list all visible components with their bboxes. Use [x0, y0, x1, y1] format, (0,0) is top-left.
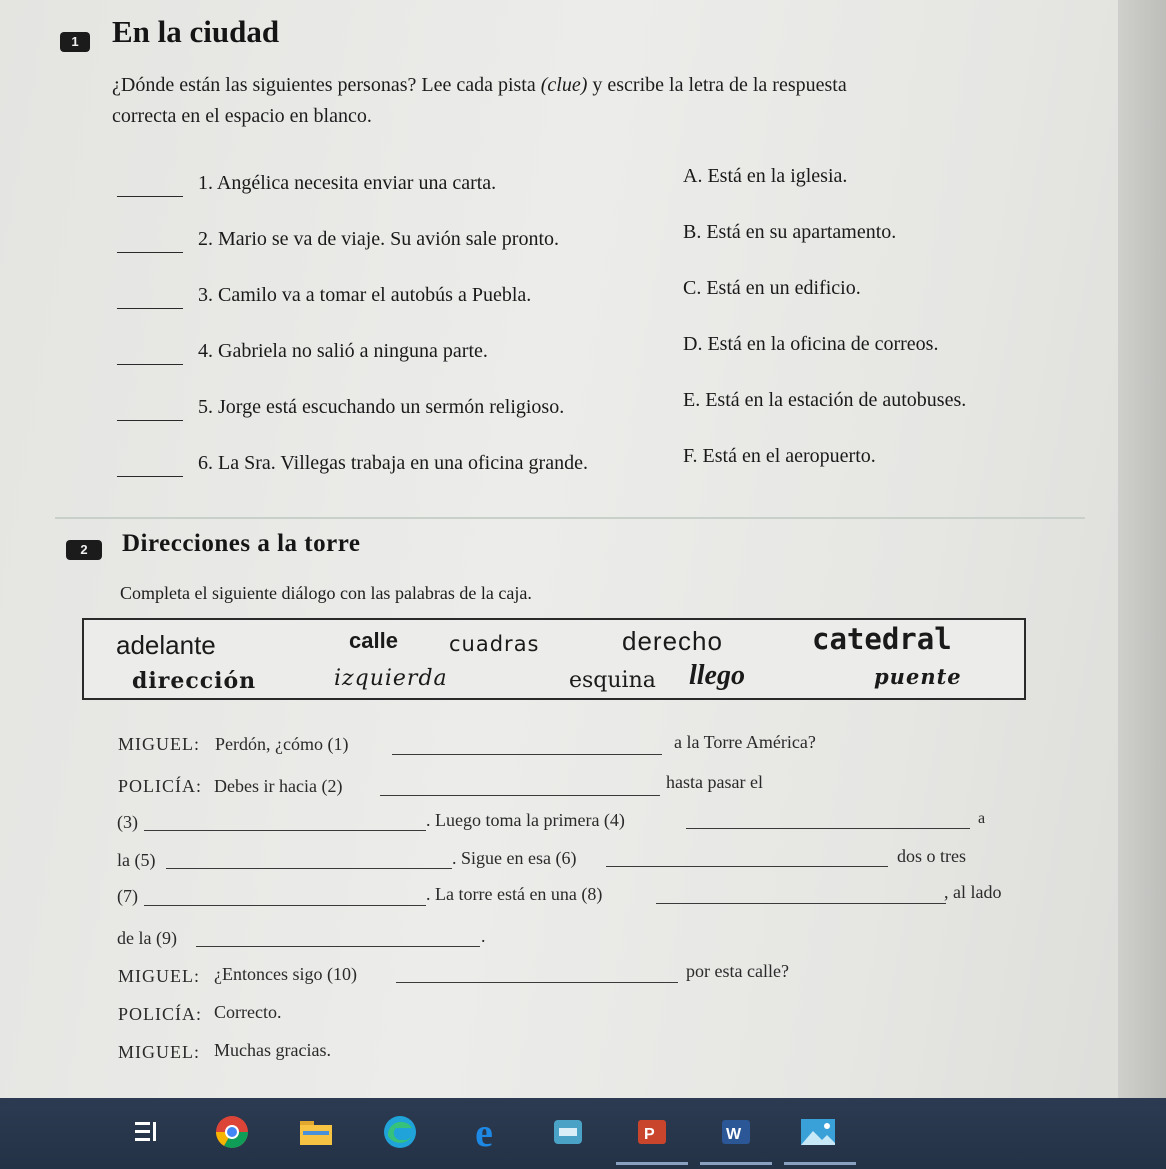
- edge-icon[interactable]: [382, 1114, 418, 1150]
- dialogue-line-3c: a: [978, 810, 986, 827]
- section-2-number: 2: [66, 540, 102, 560]
- instructions-part-b: y escribe la letra de la respuesta: [587, 74, 847, 96]
- dialogue-line-7b: por esta calle?: [686, 961, 789, 981]
- dialogue-line-5a: (7): [117, 886, 138, 906]
- dialogue-line-3b: . Luego toma la primera (4): [426, 810, 625, 830]
- answer-d: D. Está en la oficina de correos.: [683, 333, 939, 355]
- word-llego: llego: [689, 660, 745, 691]
- answer-c: C. Está en un edificio.: [683, 277, 861, 299]
- answer-a: A. Está en la iglesia.: [683, 165, 848, 187]
- answer-blank-3[interactable]: [117, 308, 183, 309]
- powerpoint-letter: P: [644, 1126, 655, 1143]
- blank-3[interactable]: [144, 830, 426, 831]
- blank-7[interactable]: [144, 905, 426, 906]
- dialogue-line-5b: . La torre está en una (8): [426, 884, 603, 904]
- section-2-instructions: Completa el siguiente diálogo con las palabras de la caja.: [120, 583, 532, 603]
- dialogue-line-4b: . Sigue en esa (6): [452, 848, 577, 868]
- word-cuadras: cuadras: [449, 632, 540, 656]
- photos-icon[interactable]: [800, 1114, 836, 1150]
- windows-taskbar: [0, 1098, 1166, 1169]
- item-2: 2. Mario se va de viaje. Su avión sale pronto.: [198, 228, 560, 250]
- section-1-instructions: [112, 70, 847, 132]
- item-3: 3. Camilo va a tomar el autobús a Puebla.: [198, 284, 532, 306]
- instructions-part-c: correcta en el espacio en blanco.: [112, 105, 372, 127]
- task-view-icon[interactable]: [128, 1114, 164, 1150]
- active-indicator-powerpoint: [616, 1162, 688, 1165]
- blank-1[interactable]: [392, 754, 662, 755]
- word-derecho: derecho: [622, 626, 723, 656]
- speaker-policia: POLICÍA:: [118, 776, 202, 796]
- dialogue-line-4a: la (5): [117, 850, 156, 870]
- word-puente: puente: [874, 664, 962, 689]
- item-5: 5. Jorge está escuchando un sermón religioso.: [198, 396, 565, 418]
- dialogue-line-8: Correcto.: [214, 1002, 282, 1022]
- active-indicator-word: [700, 1162, 772, 1165]
- dialogue-line-1a: Perdón, ¿cómo (1): [215, 734, 349, 754]
- dialogue-line-4c: dos o tres: [897, 846, 966, 866]
- item-4: 4. Gabriela no salió a ninguna parte.: [198, 340, 488, 362]
- section-1-title: En la ciudad: [112, 14, 280, 49]
- dialogue-line-9: Muchas gracias.: [214, 1040, 331, 1060]
- dialogue-line-2b: hasta pasar el: [666, 772, 763, 792]
- answer-e: E. Está en la estación de autobuses.: [683, 389, 967, 411]
- answer-blank-5[interactable]: [117, 420, 183, 421]
- item-1: 1. Angélica necesita enviar una carta.: [198, 172, 497, 194]
- answer-f: F. Está en el aeropuerto.: [683, 445, 876, 467]
- dialogue-line-6a: de la (9): [117, 928, 177, 948]
- dialogue-line-7a: ¿Entonces sigo (10): [214, 964, 357, 984]
- word-calle: calle: [349, 628, 398, 653]
- blank-5[interactable]: [166, 868, 452, 869]
- speaker-miguel-2: MIGUEL:: [118, 966, 200, 986]
- section-1-number: 1: [60, 32, 90, 52]
- word-izquierda: izquierda: [334, 666, 448, 691]
- word-bank-box: [82, 618, 1026, 700]
- blank-10[interactable]: [396, 982, 678, 983]
- dialogue-line-1b: a la Torre América?: [674, 732, 816, 752]
- answer-blank-4[interactable]: [117, 364, 183, 365]
- active-indicator-photos: [784, 1162, 856, 1165]
- word-adelante: adelante: [116, 630, 216, 660]
- blank-4[interactable]: [686, 828, 970, 829]
- blank-2[interactable]: [380, 795, 660, 796]
- answer-b: B. Está en su apartamento.: [683, 221, 897, 243]
- section-divider: [55, 517, 1085, 519]
- monitor-bezel: [1118, 0, 1166, 1098]
- instructions-clue: (clue): [540, 74, 588, 96]
- dialogue-line-5c: , al lado: [944, 882, 1002, 902]
- app-icon[interactable]: [550, 1114, 586, 1150]
- answer-blank-1[interactable]: [117, 196, 183, 197]
- speaker-miguel: MIGUEL:: [118, 734, 200, 754]
- blank-8[interactable]: [656, 903, 946, 904]
- answer-blank-2[interactable]: [117, 252, 183, 253]
- chrome-icon[interactable]: [214, 1114, 250, 1150]
- file-explorer-icon[interactable]: [298, 1114, 334, 1150]
- speaker-miguel-3: MIGUEL:: [118, 1042, 200, 1062]
- word-letter: W: [726, 1126, 742, 1143]
- blank-6[interactable]: [606, 866, 888, 867]
- word-icon[interactable]: [718, 1114, 754, 1150]
- word-esquina: esquina: [569, 668, 656, 693]
- powerpoint-icon[interactable]: [634, 1114, 670, 1150]
- answer-blank-6[interactable]: [117, 476, 183, 477]
- word-catedral: catedral: [812, 622, 952, 656]
- item-6: 6. La Sra. Villegas trabaja en una oficina grande.: [198, 452, 588, 474]
- speaker-policia-2: POLICÍA:: [118, 1004, 202, 1024]
- instructions-part-a: ¿Dónde están las siguientes personas? Lee cada pista: [112, 74, 541, 96]
- dialogue-line-2a: Debes ir hacia (2): [214, 776, 343, 796]
- internet-explorer-icon[interactable]: e: [475, 1109, 493, 1155]
- dialogue-line-6b: .: [481, 926, 486, 946]
- word-direccion: dirección: [132, 668, 257, 694]
- blank-9[interactable]: [196, 946, 480, 947]
- section-2-title: Direcciones a la torre: [122, 530, 361, 557]
- dialogue-line-3a: (3): [117, 812, 138, 832]
